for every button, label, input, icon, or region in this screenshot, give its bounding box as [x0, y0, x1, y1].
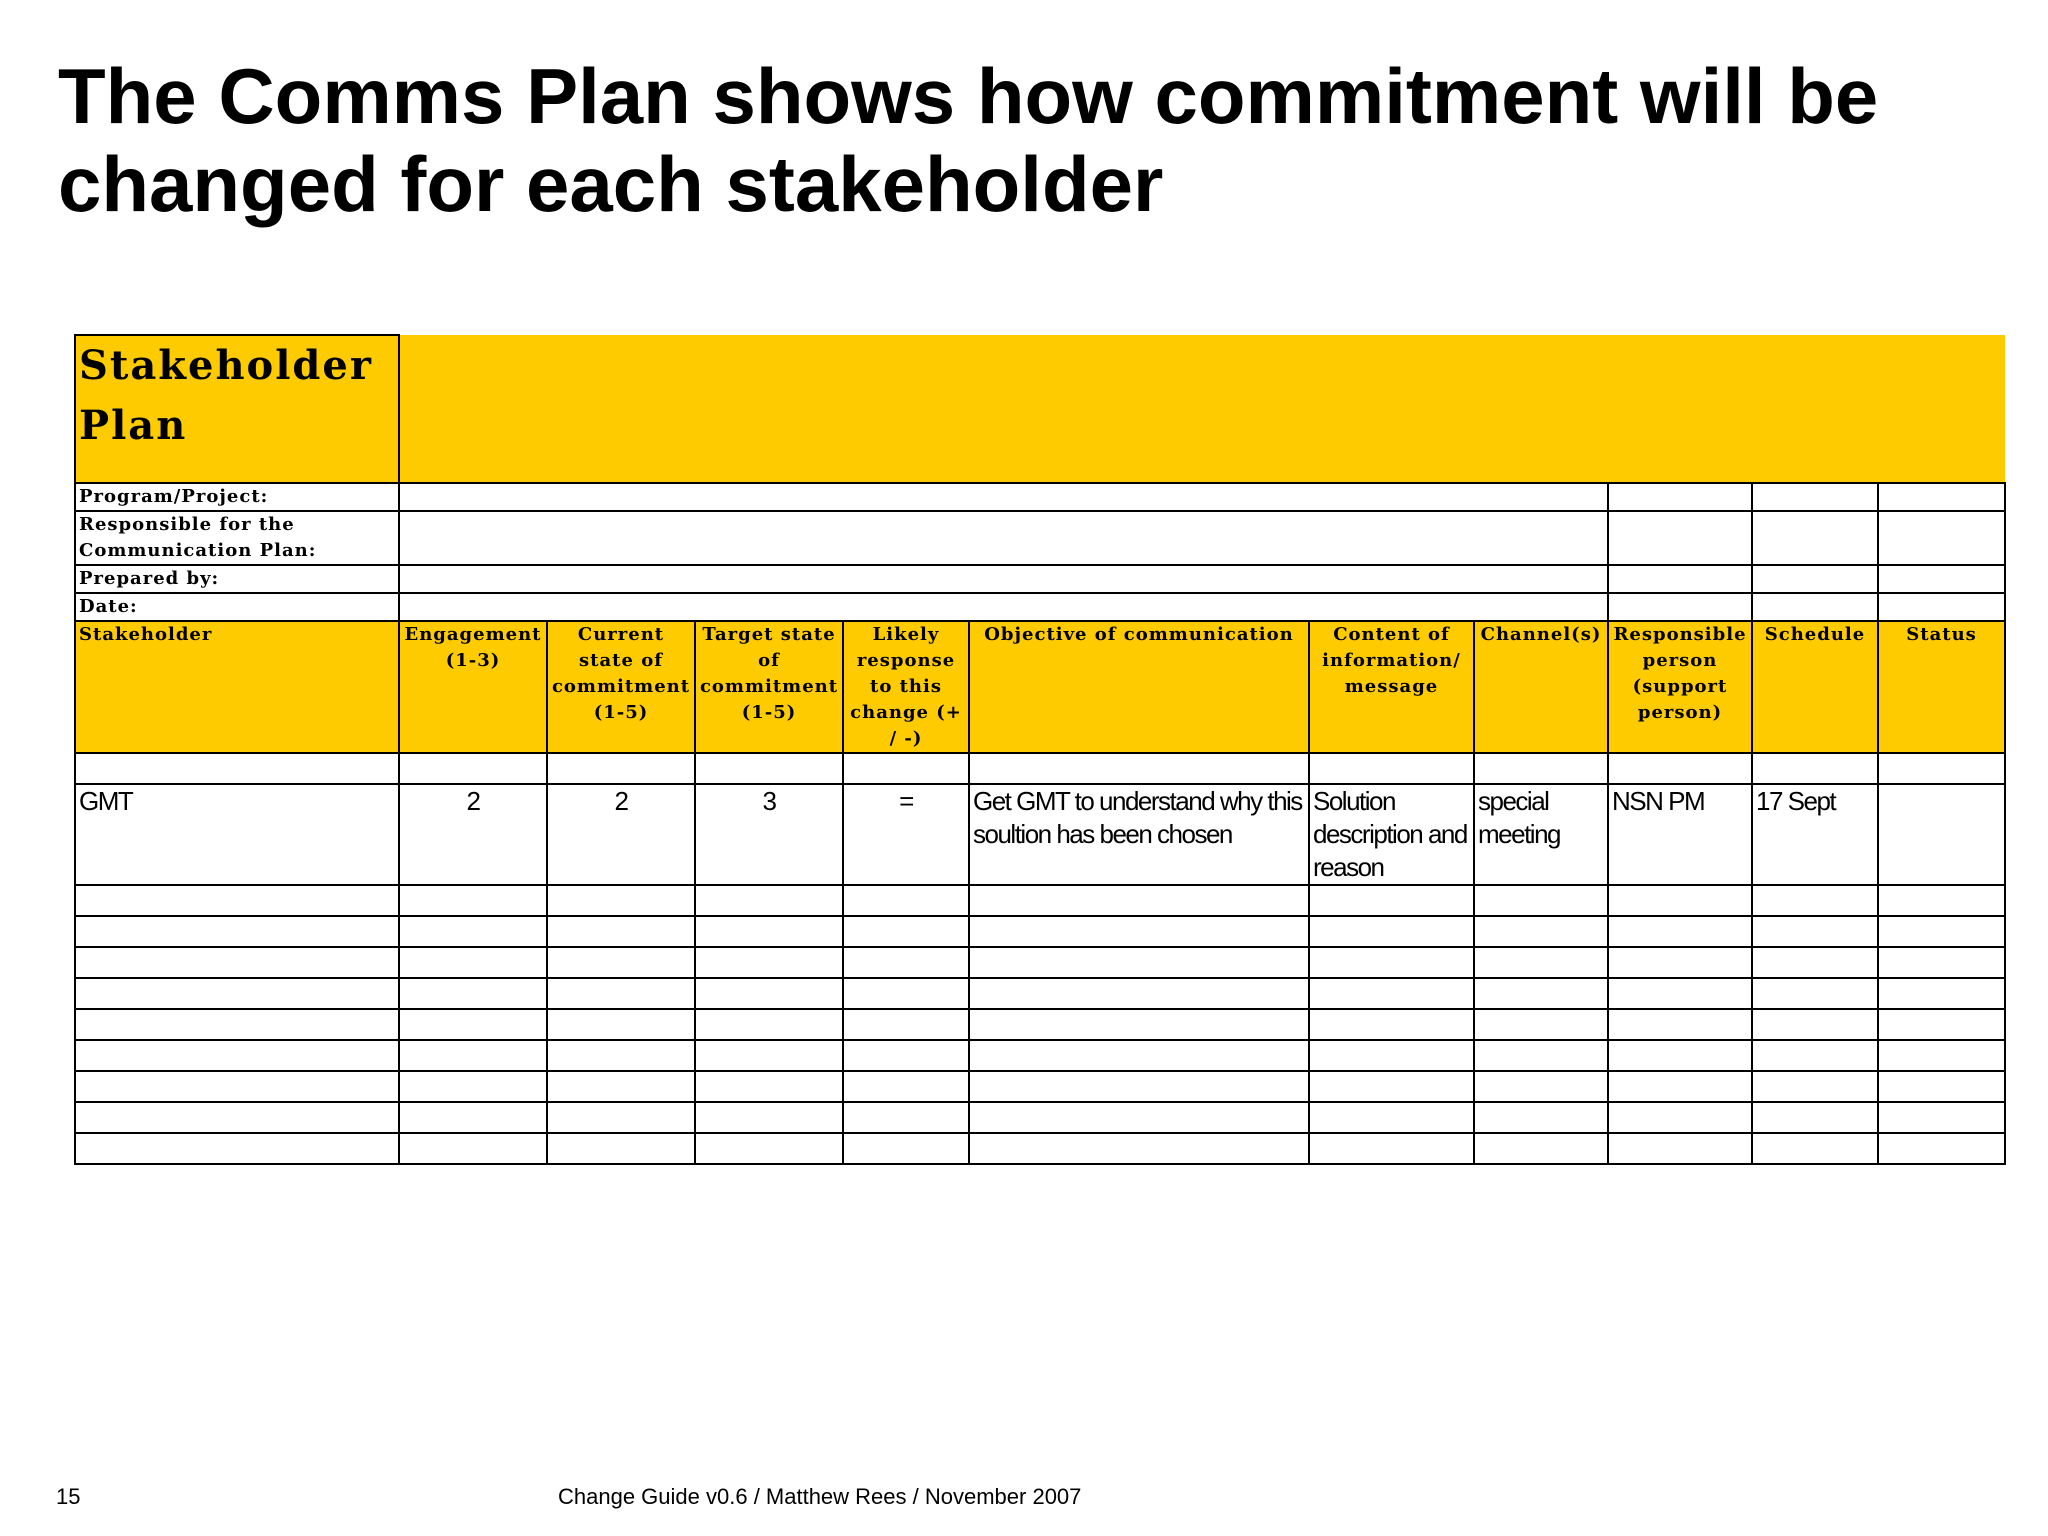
table-cell — [75, 1009, 399, 1040]
meta-cell — [1752, 593, 1878, 621]
meta-label: Responsible for the Communication Plan: — [75, 511, 399, 565]
table-cell — [1474, 978, 1608, 1009]
table-cell — [1474, 1071, 1608, 1102]
table-row — [75, 1102, 2005, 1133]
table-cell — [399, 916, 547, 947]
table-cell — [843, 947, 969, 978]
table-cell — [1474, 885, 1608, 916]
table-cell — [1878, 885, 2005, 916]
table-cell — [969, 947, 1309, 978]
table-row — [75, 916, 2005, 947]
meta-row — [75, 483, 2005, 511]
table-cell — [75, 916, 399, 947]
table-cell — [969, 1040, 1309, 1071]
table-cell — [1752, 1102, 1878, 1133]
table-cell — [969, 753, 1309, 784]
table-cell — [1752, 947, 1878, 978]
table-cell — [75, 947, 399, 978]
table-cell — [1752, 1071, 1878, 1102]
table-cell — [1309, 1009, 1474, 1040]
table-cell — [843, 1040, 969, 1071]
table-cell — [1309, 885, 1474, 916]
meta-cell — [1878, 511, 2005, 565]
table-cell — [843, 1102, 969, 1133]
table-cell — [843, 916, 969, 947]
content-cell: Solution description and reason — [1309, 784, 1474, 885]
meta-label: Prepared by: — [75, 565, 399, 593]
table-cell — [399, 753, 547, 784]
responsible-cell: NSN PM — [1608, 784, 1752, 885]
column-header: Status — [1878, 621, 2005, 753]
page-number: 15 — [56, 1484, 81, 1509]
table-cell — [75, 1133, 399, 1164]
plan-header-banner — [399, 335, 2005, 483]
table-cell — [695, 978, 843, 1009]
table-cell — [1878, 978, 2005, 1009]
table-cell — [969, 916, 1309, 947]
table-cell — [695, 1071, 843, 1102]
table-row — [75, 1133, 2005, 1164]
likely-response-cell: = — [843, 784, 969, 885]
table-cell — [75, 1071, 399, 1102]
table-cell — [547, 978, 695, 1009]
table-cell — [1474, 1009, 1608, 1040]
table-cell — [1309, 978, 1474, 1009]
meta-cell — [1752, 565, 1878, 593]
table-cell — [1474, 947, 1608, 978]
meta-row — [75, 565, 2005, 593]
table-cell — [547, 1009, 695, 1040]
table-cell — [399, 1133, 547, 1164]
plan-header-row — [75, 335, 2005, 483]
channel-cell: special meeting — [1474, 784, 1608, 885]
table-cell — [695, 1009, 843, 1040]
engagement-cell: 2 — [399, 784, 547, 885]
table-cell — [547, 1071, 695, 1102]
column-header: Target state of commitment (1-5) — [695, 621, 843, 753]
footer: Change Guide v0.6 / Matthew Rees / November 2007 — [558, 1484, 1082, 1509]
meta-row — [75, 511, 2005, 565]
meta-value — [399, 483, 1608, 511]
table-cell — [843, 885, 969, 916]
table-cell — [399, 1071, 547, 1102]
table-cell — [1608, 1071, 1752, 1102]
table-cell — [1309, 947, 1474, 978]
meta-cell — [1878, 593, 2005, 621]
table-cell — [75, 978, 399, 1009]
table-cell — [1752, 916, 1878, 947]
table-cell — [75, 1102, 399, 1133]
meta-cell — [1608, 511, 1752, 565]
meta-row — [75, 593, 2005, 621]
table-cell — [695, 1102, 843, 1133]
table-cell — [969, 1071, 1309, 1102]
stakeholder-cell: GMT — [75, 784, 399, 885]
table-cell — [969, 885, 1309, 916]
table-row — [75, 1009, 2005, 1040]
table-cell — [1608, 947, 1752, 978]
table-cell — [695, 916, 843, 947]
table-cell — [1309, 753, 1474, 784]
table-cell — [547, 1102, 695, 1133]
column-header: Responsible person (support person) — [1608, 621, 1752, 753]
table-cell — [1752, 978, 1878, 1009]
table-cell — [1878, 1102, 2005, 1133]
table-cell — [695, 753, 843, 784]
table-cell — [75, 885, 399, 916]
table-cell — [1474, 753, 1608, 784]
table-cell — [547, 916, 695, 947]
meta-cell — [1608, 483, 1752, 511]
table-cell — [1474, 1040, 1608, 1071]
table-cell — [695, 1133, 843, 1164]
table-cell — [1878, 1009, 2005, 1040]
table-cell — [695, 947, 843, 978]
table-cell — [969, 1133, 1309, 1164]
schedule-cell: 17 Sept — [1752, 784, 1878, 885]
table-cell — [1309, 1071, 1474, 1102]
objective-cell: Get GMT to understand why this soultion has been chosen — [969, 784, 1309, 885]
table-row — [75, 753, 2005, 784]
column-header-row — [75, 621, 2005, 753]
column-header: Channel(s) — [1474, 621, 1608, 753]
meta-value — [399, 511, 1608, 565]
column-header: Likely response to this change (+ / -) — [843, 621, 969, 753]
meta-cell — [1752, 511, 1878, 565]
table-cell — [1878, 916, 2005, 947]
table-cell — [399, 947, 547, 978]
table-cell — [1752, 1133, 1878, 1164]
meta-cell — [1752, 483, 1878, 511]
table-cell — [843, 1133, 969, 1164]
table-cell — [969, 978, 1309, 1009]
table-cell — [399, 885, 547, 916]
stakeholder-plan-table — [74, 334, 2006, 1165]
column-header: Schedule — [1752, 621, 1878, 753]
status-cell — [1878, 784, 2005, 885]
table-cell — [1752, 1009, 1878, 1040]
column-header: Current state of commitment (1-5) — [547, 621, 695, 753]
table-cell — [75, 1040, 399, 1071]
meta-value — [399, 565, 1608, 593]
table-cell — [843, 753, 969, 784]
table-cell — [1878, 753, 2005, 784]
table-cell — [399, 978, 547, 1009]
table-cell — [1608, 1040, 1752, 1071]
table-cell — [399, 1102, 547, 1133]
table-cell — [843, 1071, 969, 1102]
table-cell — [1608, 978, 1752, 1009]
table-cell — [1608, 1102, 1752, 1133]
table-cell — [399, 1009, 547, 1040]
table-cell — [1608, 753, 1752, 784]
column-header: Engagement (1-3) — [399, 621, 547, 753]
table-cell — [547, 753, 695, 784]
table-row — [75, 978, 2005, 1009]
table-cell — [547, 885, 695, 916]
table-cell — [1474, 916, 1608, 947]
table-cell — [1474, 1102, 1608, 1133]
meta-label: Program/Project: — [75, 483, 399, 511]
current-state-cell: 2 — [547, 784, 695, 885]
table-cell — [1752, 885, 1878, 916]
meta-cell — [1878, 483, 2005, 511]
table-cell — [1474, 1133, 1608, 1164]
meta-cell — [1608, 593, 1752, 621]
table-row — [75, 784, 2005, 885]
table-cell — [695, 885, 843, 916]
meta-value — [399, 593, 1608, 621]
table-cell — [547, 947, 695, 978]
table-cell — [75, 753, 399, 784]
column-header: Content of information/ message — [1309, 621, 1474, 753]
meta-cell — [1878, 565, 2005, 593]
table-cell — [1608, 885, 1752, 916]
table-cell — [547, 1133, 695, 1164]
table-cell — [547, 1040, 695, 1071]
table-row — [75, 947, 2005, 978]
meta-label: Date: — [75, 593, 399, 621]
table-cell — [1752, 1040, 1878, 1071]
table-cell — [1752, 753, 1878, 784]
table-cell — [1608, 1009, 1752, 1040]
table-cell — [1608, 1133, 1752, 1164]
plan-title: Stakeholder Plan — [75, 335, 399, 483]
table-cell — [1878, 1133, 2005, 1164]
column-header: Objective of communication — [969, 621, 1309, 753]
table-cell — [1878, 1040, 2005, 1071]
table-cell — [695, 1040, 843, 1071]
table-cell — [1878, 947, 2005, 978]
table-row — [75, 1071, 2005, 1102]
table-cell — [1309, 1102, 1474, 1133]
table-cell — [399, 1040, 547, 1071]
target-state-cell: 3 — [695, 784, 843, 885]
table-row — [75, 885, 2005, 916]
table-cell — [1309, 1133, 1474, 1164]
table-cell — [1309, 1040, 1474, 1071]
table-row — [75, 1040, 2005, 1071]
slide-title: The Comms Plan shows how commitment will be changed for each stakeholder — [58, 52, 1879, 228]
empty-rows — [75, 885, 2005, 1164]
table-cell — [969, 1102, 1309, 1133]
table-cell — [1878, 1071, 2005, 1102]
meta-cell — [1608, 565, 1752, 593]
table-cell — [969, 1009, 1309, 1040]
table-cell — [1309, 916, 1474, 947]
table-cell — [843, 978, 969, 1009]
column-header: Stakeholder — [75, 621, 399, 753]
table-cell — [1608, 916, 1752, 947]
table-cell — [843, 1009, 969, 1040]
